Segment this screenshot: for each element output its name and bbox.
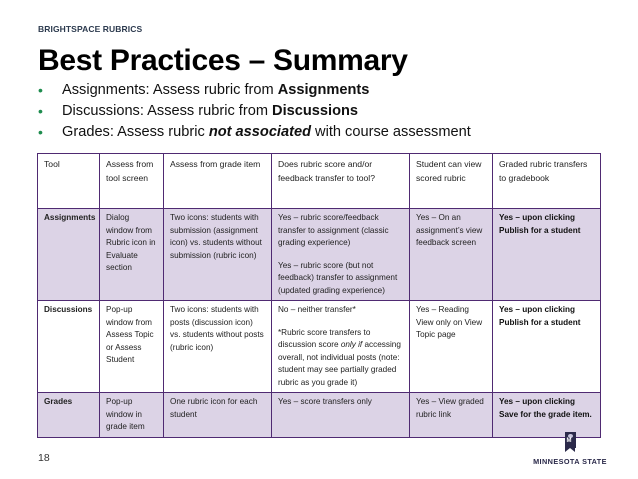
header-transfer-to-tool: Does rubric score and/or feedback transfer to tool? [272, 154, 410, 209]
cell-student-view: Yes – View graded rubric link [410, 393, 493, 438]
slide-title: Best Practices – Summary [38, 44, 408, 77]
cell-from-tool: Pop-up window from Assess Topic or Assess Student [100, 301, 164, 393]
cell-gradebook: Yes – upon clicking Publish for a student [493, 209, 601, 301]
transfer-note-updated: Yes – rubric score (but not feedback) transfer to assignment (updated grading experience) [278, 260, 398, 295]
header-gradebook-transfer: Graded rubric transfers to gradebook [493, 154, 601, 209]
minnesota-state-logo [530, 432, 610, 466]
summary-bullets [38, 80, 471, 143]
bullet-discussions [38, 101, 471, 122]
bullet-text: with course assessment [311, 124, 471, 140]
best-practices-table [37, 153, 601, 438]
bullet-text: Grades: Assess rubric [62, 124, 209, 140]
bullet-grades [38, 122, 471, 143]
table-row [38, 301, 601, 393]
bullet-assignments [38, 80, 471, 101]
transfer-footnote: *Rubric score transfers to discussion score only if accessing overall, not individual posts (note: student may see partially graded rubric as you grade it) [278, 327, 401, 387]
cell-transfer: Yes – score transfers only [272, 393, 410, 438]
cell-tool: Assignments [38, 209, 100, 301]
cell-student-view: Yes – Reading View only on View Topic page [410, 301, 493, 393]
bullet-dot-icon: • [38, 124, 43, 140]
cell-student-view: Yes – On an assignment’s view feedback screen [410, 209, 493, 301]
cell-from-tool: Dialog window from Rubric icon in Evaluate section [100, 209, 164, 301]
cell-from-grade-item: Two icons: students with posts (discussion icon) vs. students without posts (rubric icon) [164, 301, 272, 393]
cell-gradebook: Yes – upon clicking Save for the grade item. [493, 393, 601, 438]
header-student-view: Student can view scored rubric [410, 154, 493, 209]
cell-gradebook: Yes – upon clicking Publish for a student [493, 301, 601, 393]
logo-text: MINNESOTA STATE [533, 457, 607, 466]
cell-tool: Grades [38, 393, 100, 438]
page-number: 18 [38, 452, 50, 464]
transfer-note: No – neither transfer* [278, 305, 356, 314]
table-header-row [38, 154, 601, 209]
cell-transfer [272, 301, 410, 393]
bullet-text: Discussions: Assess rubric from [62, 103, 273, 119]
header-tool: Tool [38, 154, 100, 209]
section-kicker: BRIGHTSPACE RUBRICS [38, 24, 143, 34]
bullet-text: Assignments: Assess rubric from [62, 82, 278, 98]
header-assess-from-grade-item: Assess from grade item [164, 154, 272, 209]
cell-from-tool: Pop-up window in grade item [100, 393, 164, 438]
cell-tool: Discussions [38, 301, 100, 393]
bullet-dot-icon: • [38, 103, 43, 119]
bullet-emphasis: not associated [208, 124, 311, 140]
bullet-emphasis: Assignments [277, 82, 370, 98]
header-assess-from-tool: Assess from tool screen [100, 154, 164, 209]
table-row [38, 209, 601, 301]
cell-transfer [272, 209, 410, 301]
bullet-dot-icon: • [38, 82, 43, 98]
bullet-emphasis: Discussions [272, 103, 359, 119]
table-row [38, 393, 601, 438]
cell-from-grade-item: Two icons: students with submission (assignment icon) vs. students without submission (rubric icon) [164, 209, 272, 301]
transfer-note-classic: Yes – rubric score/feedback transfer to assignment (classic grading experience) [278, 213, 389, 247]
minnesota-state-badge-icon: M [565, 432, 576, 448]
cell-from-grade-item: One rubric icon for each student [164, 393, 272, 438]
